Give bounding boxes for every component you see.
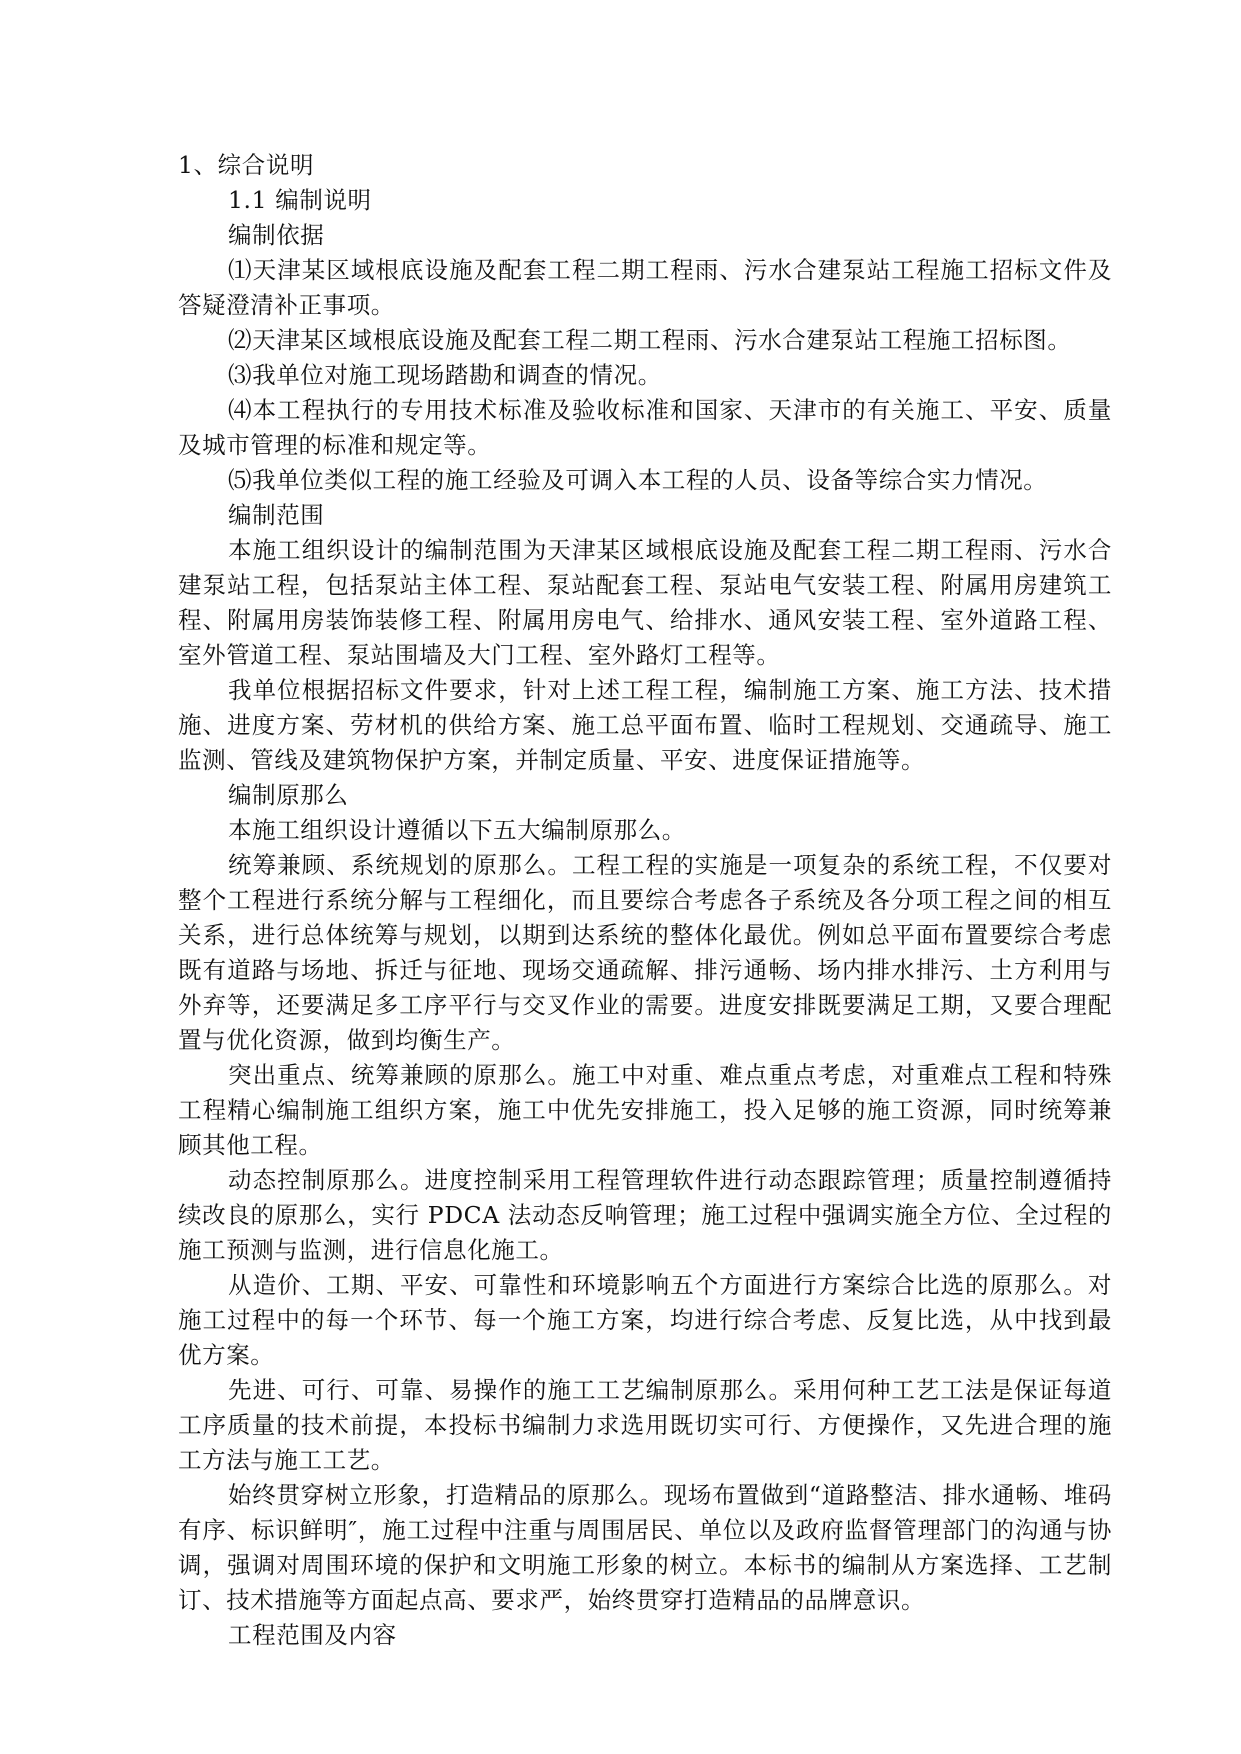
- paragraph-principle-3: 动态控制原那么。进度控制采用工程管理软件进行动态跟踪管理；质量控制遵循持续改良的原那么，实行 PDCA 法动态反响管理；施工过程中强调实施全方位、全过程的施工预测与监测，进行信息化施工。: [178, 1166, 1112, 1264]
- heading-principles: 编制原那么: [228, 781, 349, 809]
- paragraph-principle-2: 突出重点、统筹兼顾的原那么。施工中对重、难点重点考虑，对重难点工程和特殊工程精心编制施工组织方案，施工中优先安排施工，投入足够的施工资源，同时统筹兼顾其他工程。: [178, 1061, 1112, 1159]
- paragraph-basis-2: ⑵天津某区域根底设施及配套工程二期工程雨、污水合建泵站工程施工招标图。: [228, 326, 1072, 354]
- paragraph-basis-1: ⑴天津某区域根底设施及配套工程二期工程雨、污水合建泵站工程施工招标文件及答疑澄清补正事项。: [178, 256, 1112, 319]
- heading-project-scope: 工程范围及内容: [228, 1621, 397, 1649]
- document-page: [178, 148, 1112, 1653]
- paragraph-principle-1: 统筹兼顾、系统规划的原那么。工程工程的实施是一项复杂的系统工程，不仅要对整个工程进行系统分解与工程细化，而且要综合考虑各子系统及各分项工程之间的相互关系，进行总体统筹与规划，以期到达系统的整体化最优。例如总平面布置要综合考虑既有道路与场地、拆迁与征地、现场交通疏解、排污通畅、场内排水排污、土方利用与外弃等，还要满足多工序平行与交叉作业的需要。进度安排既要满足工期，又要合理配置与优化资源，做到均衡生产。: [178, 851, 1112, 1054]
- paragraph-scope-1: 本施工组织设计的编制范围为天津某区域根底设施及配套工程二期工程雨、污水合建泵站工程，包括泵站主体工程、泵站配套工程、泵站电气安装工程、附属用房建筑工程、附属用房装饰装修工程、附属用房电气、给排水、通风安装工程、室外道路工程、室外管道工程、泵站围墙及大门工程、室外路灯工程等。: [178, 536, 1112, 669]
- section-heading: 1、综合说明: [178, 151, 315, 179]
- paragraph-basis-3: ⑶我单位对施工现场踏勘和调查的情况。: [228, 361, 662, 389]
- paragraph-basis-5: ⑸我单位类似工程的施工经验及可调入本工程的人员、设备等综合实力情况。: [228, 466, 1048, 494]
- paragraph-scope-2: 我单位根据招标文件要求，针对上述工程工程，编制施工方案、施工方法、技术措施、进度方案、劳材机的供给方案、施工总平面布置、临时工程规划、交通疏导、施工监测、管线及建筑物保护方案，并制定质量、平安、进度保证措施等。: [178, 676, 1112, 774]
- paragraph-principle-6: 始终贯穿树立形象，打造精品的原那么。现场布置做到“道路整洁、排水通畅、堆码有序、标识鲜明″，施工过程中注重与周围居民、单位以及政府监督管理部门的沟通与协调，强调对周围环境的保护和文明施工形象的树立。本标书的编制从方案选择、工艺制订、技术措施等方面起点高、要求严，始终贯穿打造精品的品牌意识。: [178, 1481, 1112, 1614]
- subsection-heading: 1.1 编制说明: [228, 186, 372, 214]
- paragraph-principle-4: 从造价、工期、平安、可靠性和环境影响五个方面进行方案综合比选的原那么。对施工过程中的每一个环节、每一个施工方案，均进行综合考虑、反复比选，从中找到最优方案。: [178, 1271, 1112, 1369]
- heading-basis: 编制依据: [228, 221, 325, 249]
- paragraph-principle-5: 先进、可行、可靠、易操作的施工工艺编制原那么。采用何种工艺工法是保证每道工序质量的技术前提，本投标书编制力求选用既切实可行、方便操作，又先进合理的施工方法与施工工艺。: [178, 1376, 1112, 1474]
- paragraph-basis-4: ⑷本工程执行的专用技术标准及验收标准和国家、天津市的有关施工、平安、质量及城市管理的标准和规定等。: [178, 396, 1112, 459]
- heading-scope: 编制范围: [228, 501, 325, 529]
- paragraph-principles-intro: 本施工组织设计遵循以下五大编制原那么。: [228, 816, 686, 844]
